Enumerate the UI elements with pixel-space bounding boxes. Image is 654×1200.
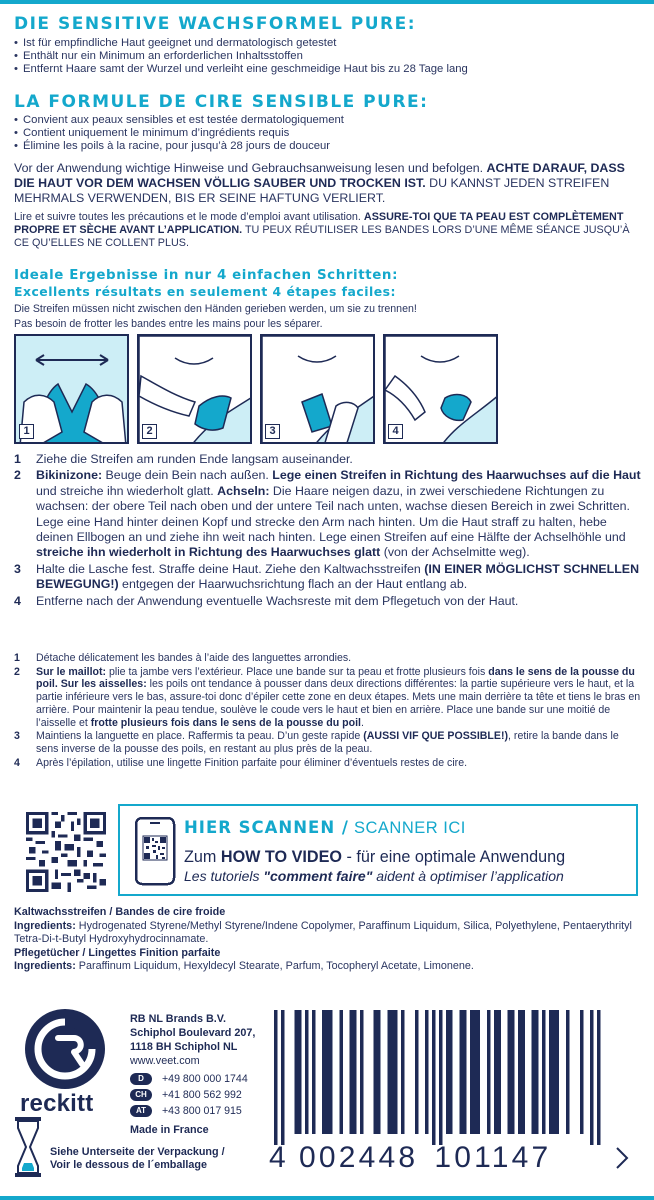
warning-de xyxy=(14,161,644,206)
step-index: 4 xyxy=(14,593,21,608)
scan-title-de: HIER SCANNEN / xyxy=(184,818,349,837)
ean-digit-group: 101147 xyxy=(434,1141,552,1174)
step-index: 1 xyxy=(14,652,20,664)
barcode-bar xyxy=(497,1010,500,1134)
scan-text-bold: "comment faire" xyxy=(263,868,373,884)
rub-note-de: Die Streifen müssen nicht zwischen den Händen gerieben werden, um sie zu trennen! xyxy=(14,303,417,315)
barcode-bar xyxy=(449,1010,452,1134)
barcode-bar xyxy=(425,1010,428,1134)
barcode-bar xyxy=(322,1010,325,1134)
barcode-bar xyxy=(566,1010,569,1134)
steps-heading-de: Ideale Ergebnisse in nur 4 einfachen Schritten: xyxy=(14,268,399,283)
scan-title-fr: SCANNER ICI xyxy=(348,819,466,837)
hourglass-icon xyxy=(14,1116,42,1178)
address-line: 1118 BH Schiphol NL xyxy=(130,1041,238,1053)
barcode-bar xyxy=(326,1010,329,1134)
step-number: 3 xyxy=(265,424,280,439)
phone-qr-icon xyxy=(134,816,176,886)
barcode-bar xyxy=(377,1010,380,1134)
step-text-bold: frotte plusieurs fois dans le sens de la pousse du poil xyxy=(90,716,361,729)
barcode-bar xyxy=(473,1010,476,1134)
barcode-bar xyxy=(470,1010,473,1134)
phone-row xyxy=(130,1089,242,1101)
step-number: 2 xyxy=(142,424,157,439)
scan-text: Les tutoriels xyxy=(184,868,264,884)
barcode-bar xyxy=(439,1010,442,1145)
ingredients-label: Ingredients: xyxy=(14,960,76,973)
barcode-bar xyxy=(532,1010,535,1134)
warning-de-lead: Vor der Anwendung wichtige Hinweise und Gebrauchsanweisung lesen und befolgen. xyxy=(14,161,487,175)
bullet-fr: • Convient aux peaux sensibles et est testée dermatologiquement xyxy=(14,114,644,127)
barcode-bar xyxy=(353,1010,356,1134)
step-text: Ziehe die Streifen am runden Ende langsam auseinander. xyxy=(36,452,353,466)
step-text: , retire la bande dans le sens inverse de la pousse des poils, en restant au plus près de la peau. xyxy=(36,730,619,755)
step-text-bold: Sur les aisselles: xyxy=(60,678,147,691)
barcode-bar xyxy=(549,1010,552,1134)
bullet-fr: • Contient uniquement le minimum d’ingrédients requis xyxy=(14,127,644,140)
step-text: Maintiens la languette en place. Raffermis ta peau. D’un geste rapide xyxy=(36,730,364,743)
instruction-step-de xyxy=(14,452,644,467)
barcode-bar xyxy=(312,1010,315,1134)
website-link[interactable]: www.veet.com xyxy=(130,1055,200,1067)
barcode-bar xyxy=(508,1010,511,1134)
step-illustration-3 xyxy=(260,334,375,444)
top-trim xyxy=(0,0,654,4)
step-number: 1 xyxy=(19,424,34,439)
country-badge: D xyxy=(130,1073,152,1085)
barcode-bar xyxy=(477,1010,480,1134)
step-illustration-2 xyxy=(137,334,252,444)
warning-de-tail: DU KANNST JEDEN STREIFEN MEHRMALS VERWENDEN, BIS ER SEINE HAFTUNG VERLIERT. xyxy=(14,176,610,205)
scan-title xyxy=(184,818,466,838)
warning-fr xyxy=(14,211,644,249)
phone-number: +49 800 000 1744 xyxy=(162,1073,248,1085)
step-text-bold: (AUSSI VIF QUE POSSIBLE!) xyxy=(363,730,509,743)
instruction-step-fr xyxy=(14,652,644,665)
barcode-bar xyxy=(339,1010,342,1134)
ean-digit-group: 002448 xyxy=(299,1141,419,1174)
ean-barcode xyxy=(270,1010,610,1145)
phone-number: +41 800 562 992 xyxy=(162,1089,242,1101)
step-text: Halte die Lasche fest. Straffe deine Haut. Ziehe den Kaltwachsstreifen xyxy=(36,561,425,576)
step-text: (von der Achselmitte weg). xyxy=(380,545,530,560)
barcode-bar xyxy=(415,1010,418,1134)
warning-fr-bold: ASSURE-TOI QUE TA PEAU EST COMPLÈTEMENT PROPRE ET SÈCHE AVANT L’APPLICATION. xyxy=(14,211,624,236)
ean-digit-group: 4 xyxy=(269,1141,289,1174)
bullet-fr: • Élimine les poils à la racine, pour jusqu’à 28 jours de douceur xyxy=(14,140,644,153)
ingredients-wipes-title: Pflegetücher / Lingettes Finition parfaite xyxy=(14,946,221,959)
step-text: Beuge dein Bein nach außen. xyxy=(102,468,273,483)
scan-text: - für eine optimale Anwendung xyxy=(342,848,566,866)
barcode-bar xyxy=(394,1010,397,1134)
barcode-bar xyxy=(350,1010,353,1134)
heading-de: DIE SENSITIVE WACHSFORMEL PURE: xyxy=(14,14,417,34)
barcode-bar xyxy=(552,1010,555,1134)
step-index: 3 xyxy=(14,730,20,743)
bullet-de: • Entfernt Haare samt der Wurzel und verleiht eine geschmeidige Haut bis zu 28 Tage lang xyxy=(14,63,644,76)
barcode-bar xyxy=(446,1010,449,1134)
instructions-de xyxy=(14,452,644,610)
ingredients-list: Paraffinum Liquidum, Hexyldecyl Stearate, Parfum, Tocopheryl Acetate, Limonene. xyxy=(75,960,474,973)
ingredients-label: Ingredients: xyxy=(14,919,76,932)
see-bottom-note xyxy=(50,1146,225,1172)
barcode-bar xyxy=(305,1010,308,1134)
step-text: . xyxy=(360,716,364,729)
warning-fr-lead: Lire et suivre toutes les précautions et le mode d’emploi avant utilisation. xyxy=(14,211,364,223)
barcode-bar xyxy=(556,1010,559,1134)
step-text-bold: dans le sens de la pousse du poil. xyxy=(36,665,635,691)
instruction-step-fr xyxy=(14,666,644,730)
ean-number xyxy=(269,1141,551,1175)
bullet-de: • Ist für empfindliche Haut geeignet und dermatologisch getestet xyxy=(14,37,644,50)
scan-line-fr xyxy=(184,868,564,884)
barcode-bar xyxy=(487,1010,490,1134)
warning-de-bold: ACHTE DARAUF, DASS DIE HAUT VOR DEM WACHSEN VÖLLIG SAUBER UND TROCKEN IST. xyxy=(14,161,625,190)
barcode-bar xyxy=(329,1010,332,1134)
step-text: und streiche ihn wiederholt glatt. xyxy=(36,483,218,498)
step-text: Entferne nach der Anwendung eventuelle Wachsreste mit dem Pflegetuch von der Haut. xyxy=(36,593,519,608)
step-illustration-1 xyxy=(14,334,129,444)
step-number: 4 xyxy=(388,424,403,439)
country-badge: AT xyxy=(130,1105,152,1117)
instructions-fr xyxy=(14,652,644,770)
barcode-bar xyxy=(580,1010,583,1134)
step-text: Die Haare neigen dazu, in zwei verschiedene Richtungen zu wachsen: der obere Teil nach oben und der untere Teil nach unten, wachse diesen Bereich in zwei Schritten. Lege eine Hand hinter deinen Kopf und strecke den Arm nach hinten. Um die Haut straff zu halten, hebe deinen Ellbogen an und ziehe ihn weit nach hinten. Lege einen Streifen auf eine Hälfte der Achselhöhle und xyxy=(36,483,630,545)
step-text-bold: Sur le maillot: xyxy=(36,665,107,678)
instruction-step-de xyxy=(14,562,644,593)
steps-heading-fr: Excellents résultats en seulement 4 étapes faciles: xyxy=(14,284,396,299)
ingredients-block xyxy=(14,906,644,974)
scan-line-de xyxy=(184,848,565,867)
step-index: 2 xyxy=(14,468,21,483)
barcode-bar xyxy=(494,1010,497,1134)
barcode-bar xyxy=(374,1010,377,1134)
barcode-bar xyxy=(360,1010,363,1134)
phone-row xyxy=(130,1073,248,1085)
step-text: Après l’épilation, utilise une lingette Finition parfaite pour éliminer d’éventuels restes de cire. xyxy=(36,756,468,769)
step-index: 4 xyxy=(14,756,20,769)
step-index: 2 xyxy=(14,665,20,678)
barcode-bar xyxy=(535,1010,538,1134)
scan-text-bold: HOW TO VIDEO xyxy=(220,848,342,866)
qr-code[interactable] xyxy=(26,812,106,892)
rub-note-fr: Pas besoin de frotter les bandes entre les mains pour les séparer. xyxy=(14,318,323,330)
barcode-bar xyxy=(432,1010,435,1145)
instruction-step-fr xyxy=(14,730,644,755)
step-text: plie ta jambe vers l’extérieur. Place une bande sur ta peau et frotte plusieurs fois xyxy=(106,665,489,678)
address-line: RB NL Brands B.V. xyxy=(130,1013,226,1025)
bullets-de xyxy=(14,37,644,77)
step-text-bold: streiche ihn wiederholt in Richtung des Haarwuchses glatt xyxy=(36,545,381,560)
scan-callout xyxy=(118,804,638,896)
barcode-bar xyxy=(401,1010,404,1134)
company-address xyxy=(130,1012,255,1054)
barcode-bar xyxy=(298,1010,301,1134)
warning-fr-tail: TU PEUX RÉUTILISER LES BANDES LORS D’UNE MÊME SÉANCE JUSQU’À CE QU’ELLES NE COLLENT PLUS. xyxy=(14,223,630,249)
step-index: 1 xyxy=(14,452,21,466)
step-text: les poils ont tendance à pousser dans deux directions différentes: la partie supérieure vers le haut, et la partie inférieure vers le bas, assure-toi donc d’épiler cette zone en deux étapes. Mets une main derrière ta tête et tiens le bras en arrière. Pour maintenir la peau tendue, soulève le coude vers le haut et bien en arrière. Place une bande sur une moitié de l’aisselle et xyxy=(36,678,641,729)
bullets-fr xyxy=(14,114,644,154)
country-badge: CH xyxy=(130,1089,152,1101)
step-text: Détache délicatement les bandes à l’aide des languettes arrondies. xyxy=(36,652,352,664)
step-text-bold: Bikinizone: xyxy=(36,468,103,483)
step-illustration-4 xyxy=(383,334,498,444)
note-line: Siehe Unterseite der Verpackung / xyxy=(50,1146,225,1158)
barcode-bar xyxy=(274,1010,277,1145)
phone-number: +43 800 017 915 xyxy=(162,1105,242,1117)
phone-row xyxy=(130,1105,242,1117)
barcode-bar xyxy=(391,1010,394,1134)
ingredients-wipes xyxy=(14,960,644,974)
instruction-step-fr xyxy=(14,757,644,770)
barcode-bar xyxy=(295,1010,298,1134)
step-text-bold: (IN EINER MÖGLICHST SCHNELLEN BEWEGUNG!) xyxy=(36,561,640,592)
ingredients-strips-title: Kaltwachsstreifen / Bandes de cire froide xyxy=(14,906,226,918)
bottom-trim xyxy=(0,1196,654,1200)
address-line: Schiphol Boulevard 207, xyxy=(130,1027,256,1039)
reckitt-wordmark: reckitt xyxy=(20,1090,94,1117)
instruction-step-de xyxy=(14,594,644,609)
step-text: entgegen der Haarwuchsrichtung flach an der Haut entlang ab. xyxy=(118,577,468,592)
barcode-bar xyxy=(542,1010,545,1134)
ingredients-strips xyxy=(14,920,644,947)
barcode-bar xyxy=(387,1010,390,1134)
barcode-bar xyxy=(590,1010,593,1145)
barcode-bar xyxy=(518,1010,521,1134)
barcode-bar xyxy=(597,1010,600,1145)
made-in: Made in France xyxy=(130,1124,209,1136)
barcode-bar xyxy=(281,1010,284,1145)
heading-fr: LA FORMULE DE CIRE SENSIBLE PURE: xyxy=(14,92,429,112)
barcode-bar xyxy=(511,1010,514,1134)
step-text-bold: Achseln: xyxy=(217,483,270,498)
scan-text: aident à optimiser l’application xyxy=(372,868,564,884)
bullet-de: • Enthält nur ein Minimum an erforderlichen Inhaltsstoffen xyxy=(14,50,644,63)
barcode-bar xyxy=(460,1010,463,1134)
step-text-bold: Lege einen Streifen in Richtung des Haarwuchses auf die Haut xyxy=(272,468,641,483)
barcode-bar xyxy=(463,1010,466,1134)
reckitt-logo-icon xyxy=(22,1006,108,1092)
quiet-zone-arrow-icon xyxy=(614,1146,630,1170)
scan-text: Zum xyxy=(184,848,221,866)
ingredients-list: Hydrogenated Styrene/Methyl Styrene/Indene Copolymer, Paraffinum Liquidum, Silica, Polyethylene, Pentaerythrityl Tetra-Di-t-Butyl Hydroxyhydrocinnamate. xyxy=(14,919,632,946)
step-index: 3 xyxy=(14,561,21,576)
barcode-bar xyxy=(521,1010,524,1134)
instruction-step-de xyxy=(14,468,644,560)
note-line: Voir le dessous de l´emballage xyxy=(50,1159,208,1171)
